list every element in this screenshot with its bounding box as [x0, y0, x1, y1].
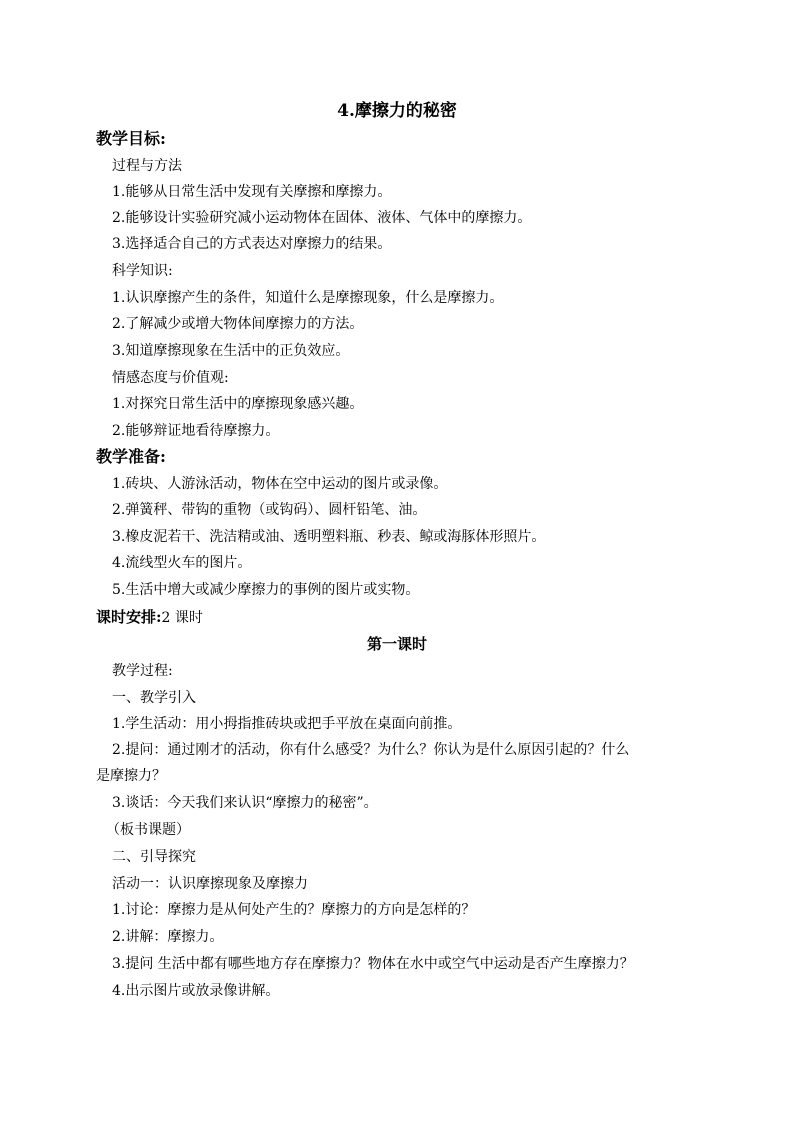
- process-label: 教学过程:: [112, 663, 173, 679]
- section-item-continuation: 是摩擦力？: [96, 768, 166, 784]
- preparation-item: 1.砖块、人游泳活动，物体在空中运动的图片或录像。: [112, 476, 448, 492]
- schedule-row: [96, 604, 203, 631]
- schedule-value: 2 课时: [161, 610, 203, 626]
- activity-item: 3.提问 生活中都有哪些地方存在摩擦力？物体在水中或空气中运动是否产生摩擦力？: [112, 956, 634, 972]
- process-method-item: 1.能够从日常生活中发现有关摩擦和摩擦力。: [112, 184, 392, 200]
- section-item: 1.学生活动：用小拇指推砖块或把手平放在桌面向前推。: [112, 716, 462, 732]
- section-item: 3.谈话：今天我们来认识“摩擦力的秘密”。: [112, 795, 378, 811]
- science-knowledge-label: 科学知识:: [112, 263, 173, 279]
- preparation-item: 5.生活中增大或减少摩擦力的事例的图片或实物。: [112, 582, 420, 598]
- science-knowledge-item: 3.知道摩擦现象在生活中的正负效应。: [112, 343, 350, 359]
- section-heading: 二、引导探究: [112, 849, 196, 865]
- process-method-label: 过程与方法: [112, 158, 182, 174]
- document-title: 4.摩擦力的秘密: [337, 101, 457, 121]
- section-item: 2.提问：通过刚才的活动，你有什么感受？为什么？你认为是什么原因引起的？什么: [112, 742, 630, 758]
- activity-item: 2.讲解：摩擦力。: [112, 929, 224, 945]
- objectives-heading: 教学目标:: [96, 129, 166, 148]
- preparation-item: 4.流线型火车的图片。: [112, 555, 252, 571]
- attitude-item: 1.对探究日常生活中的摩擦现象感兴趣。: [112, 396, 364, 412]
- section-heading: 一、教学引入: [112, 690, 196, 706]
- section-item: （板书课题）: [106, 822, 190, 838]
- activity-heading: 活动一：认识摩擦现象及摩擦力: [112, 876, 308, 892]
- process-method-item: 2.能够设计实验研究减小运动物体在固体、液体、气体中的摩擦力。: [112, 210, 532, 226]
- schedule-heading: 课时安排:: [96, 608, 162, 626]
- process-method-item: 3.选择适合自己的方式表达对摩擦力的结果。: [112, 236, 392, 252]
- preparation-heading: 教学准备:: [96, 447, 166, 466]
- attitude-label: 情感态度与价值观:: [112, 370, 229, 386]
- science-knowledge-item: 1.认识摩擦产生的条件，知道什么是摩擦现象，什么是摩擦力。: [112, 290, 504, 306]
- preparation-item: 3.橡皮泥若干、洗洁精或油、透明塑料瓶、秒表、鲸或海豚体形照片。: [112, 529, 546, 545]
- attitude-item: 2.能够辩证地看待摩擦力。: [112, 423, 280, 439]
- preparation-item: 2.弹簧秤、带钩的重物（或钩码）、圆杆铅笔、油。: [112, 502, 427, 518]
- science-knowledge-item: 2.了解减少或增大物体间摩擦力的方法。: [112, 316, 364, 332]
- activity-item: 4.出示图片或放录像讲解。: [112, 983, 280, 999]
- lesson-title: 第一课时: [366, 635, 427, 653]
- activity-item: 1.讨论：摩擦力是从何处产生的？摩擦力的方向是怎样的？: [112, 902, 476, 918]
